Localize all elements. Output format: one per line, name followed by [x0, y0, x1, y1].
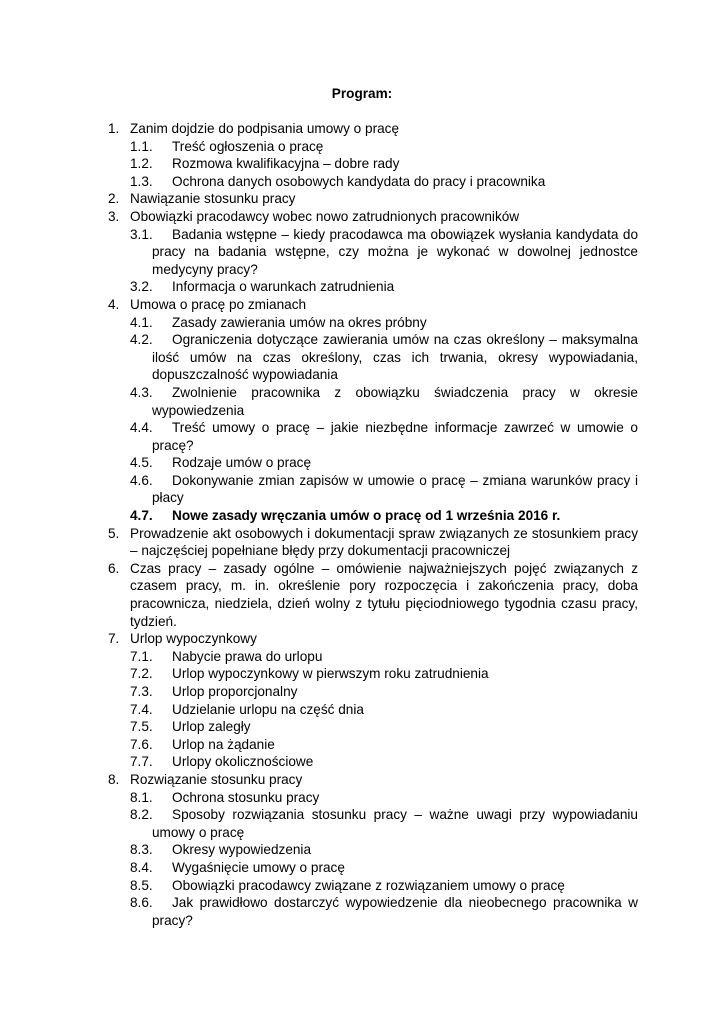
list-item [0, 120, 724, 138]
sub-list-item [0, 507, 724, 525]
sub-item-number: 8.2. [130, 807, 153, 823]
list-item [0, 190, 724, 208]
sub-list-item [0, 454, 724, 472]
sub-list-item [0, 155, 724, 173]
item-number: 2. [108, 191, 120, 207]
sub-list-item [0, 701, 724, 719]
sub-item-number: 3.2. [130, 279, 153, 295]
sub-item-number: 4.2. [130, 332, 153, 348]
sub-item-number: 1.2. [130, 156, 153, 172]
sub-item-number: 8.3. [130, 842, 153, 858]
item-number: 5. [108, 525, 120, 541]
sub-item-text: Treść umowy o pracę – jakie niezbędne informacje zawrzeć w umowie o pracę? [152, 420, 638, 453]
sub-item-text: Zasady zawierania umów na okres próbny [172, 314, 427, 330]
sub-item-number: 8.6. [130, 895, 153, 911]
sub-list-item [0, 331, 724, 384]
sub-list-item [0, 859, 724, 877]
sub-list-item [0, 226, 724, 279]
sub-item-number: 7.2. [130, 666, 153, 682]
sub-item-text: Informacja o warunkach zatrudnienia [172, 279, 395, 295]
item-text: Umowa o pracę po zmianach [130, 296, 307, 312]
sub-list-item [0, 789, 724, 807]
sub-item-text: Wygaśnięcie umowy o pracę [172, 859, 345, 875]
sub-list-item [0, 877, 724, 895]
sub-list-item [0, 419, 724, 454]
sub-item-number: 3.1. [130, 226, 153, 242]
sub-item-number: 7.1. [130, 648, 153, 664]
sub-item-number: 4.7. [130, 508, 153, 524]
sub-list-item [0, 718, 724, 736]
sub-item-number: 8.4. [130, 859, 153, 875]
item-text: Obowiązki pracodawcy wobec nowo zatrudnionych pracowników [130, 208, 520, 224]
sub-item-number: 4.5. [130, 455, 153, 471]
sub-item-number: 4.4. [130, 420, 153, 436]
sub-item-text: Urlop proporcjonalny [172, 684, 298, 699]
sub-item-number: 7.4. [130, 701, 153, 717]
sub-item-text: Rozmowa kwalifikacyjna – dobre rady [172, 156, 400, 172]
sub-list-item [0, 753, 724, 771]
item-text: Nawiązanie stosunku pracy [130, 191, 296, 207]
list-item [0, 630, 724, 648]
sub-list-item [0, 736, 724, 754]
document-title: Program: [331, 86, 393, 101]
sub-item-number: 7.6. [130, 736, 153, 752]
sub-list-item [0, 472, 724, 507]
sub-item-number: 1.1. [130, 138, 153, 154]
item-text: Prowadzenie akt osobowych i dokumentacji spraw związanych ze stosunkiem pracy – najczęściej popełniane błędy przy dokumentacji pracowniczej [130, 525, 638, 559]
sub-item-text: Treść ogłoszenia o pracę [172, 138, 324, 154]
sub-item-number: 7.3. [130, 684, 153, 699]
sub-list-item [0, 841, 724, 859]
sub-item-number: 1.3. [130, 173, 153, 189]
sub-item-text: Urlop wypoczynkowy w pierwszym roku zatrudnienia [172, 666, 489, 682]
sub-list-item [0, 173, 724, 191]
sub-item-number: 4.3. [130, 384, 153, 400]
list-item [0, 525, 724, 560]
item-text: Zanim dojdzie do podpisania umowy o pracę [130, 121, 400, 136]
sub-item-number: 4.1. [130, 314, 153, 330]
item-number: 1. [108, 121, 120, 136]
item-number: 4. [108, 296, 120, 312]
sub-item-text: Ochrona danych osobowych kandydata do pracy i pracownika [172, 173, 546, 189]
sub-item-text: Dokonywanie zmian zapisów w umowie o pracę – zmiana warunków pracy i płacy [152, 472, 638, 506]
sub-list-item [0, 683, 724, 701]
sub-item-text: Okresy wypowiedzenia [172, 842, 312, 858]
item-text: Czas pracy – zasady ogólne – omówienie najważniejszych pojęć związanych z czasem pracy, m. in. określenie pory rozpoczęcia i zakończenia pracy, doba pracownicza, niedziela, dzień wolny z tytułu pięciodniowego tygodnia czasu pracy, tydzień. [130, 560, 638, 629]
sub-list-item [0, 665, 724, 683]
sub-list-item [0, 138, 724, 156]
sub-item-text: Ochrona stosunku pracy [172, 789, 320, 805]
sub-item-text: Badania wstępne – kiedy pracodawca ma obowiązek wysłania kandydata do pracy na badania wstępne, czy można je wykonać w dowolnej jednostce medycyny pracy? [152, 226, 638, 277]
sub-list-item [0, 806, 724, 841]
item-text: Urlop wypoczynkowy [130, 631, 257, 647]
item-number: 3. [108, 208, 120, 224]
item-number: 8. [108, 771, 120, 787]
sub-item-number: 8.1. [130, 789, 153, 805]
sub-item-number: 8.5. [130, 877, 153, 893]
sub-item-text: Nowe zasady wręczania umów o pracę od 1 września 2016 r. [172, 508, 561, 524]
item-number: 7. [108, 631, 120, 647]
list-item [0, 208, 724, 226]
sub-item-text: Zwolnienie pracownika z obowiązku świadczenia pracy w okresie wypowiedzenia [152, 384, 638, 418]
program-list [0, 120, 724, 929]
sub-item-text: Nabycie prawa do urlopu [172, 648, 323, 664]
item-text: Rozwiązanie stosunku pracy [130, 771, 303, 787]
sub-item-text: Udzielanie urlopu na część dnia [172, 701, 364, 717]
list-item [0, 560, 724, 630]
sub-item-text: Urlop na żądanie [172, 736, 275, 752]
sub-item-text: Sposoby rozwiązania stosunku pracy – ważne uwagi przy wypowiadaniu umowy o pracę [152, 807, 638, 840]
sub-item-text: Obowiązki pracodawcy związane z rozwiązaniem umowy o pracę [172, 877, 565, 893]
sub-list-item [0, 314, 724, 332]
sub-list-item [0, 384, 724, 419]
sub-item-number: 7.7. [130, 754, 153, 770]
list-item [0, 296, 724, 314]
sub-item-text: Urlop zaległy [172, 719, 251, 735]
sub-item-text: Ograniczenia dotyczące zawierania umów na czas określony – maksymalna ilość umów na czas określony, czas ich trwania, okresy wypowiadania, dopuszczalność wypowiadania [152, 332, 638, 383]
sub-item-text: Urlopy okolicznościowe [172, 754, 314, 770]
sub-list-item [0, 894, 724, 929]
item-number: 6. [108, 560, 120, 576]
sub-item-number: 4.6. [130, 472, 153, 488]
list-item [0, 771, 724, 789]
sub-list-item [0, 648, 724, 666]
sub-list-item [0, 278, 724, 296]
sub-item-number: 7.5. [130, 719, 153, 735]
sub-item-text: Jak prawidłowo dostarczyć wypowiedzenie dla nieobecnego pracownika w pracy? [152, 895, 638, 928]
sub-item-text: Rodzaje umów o pracę [172, 455, 312, 471]
